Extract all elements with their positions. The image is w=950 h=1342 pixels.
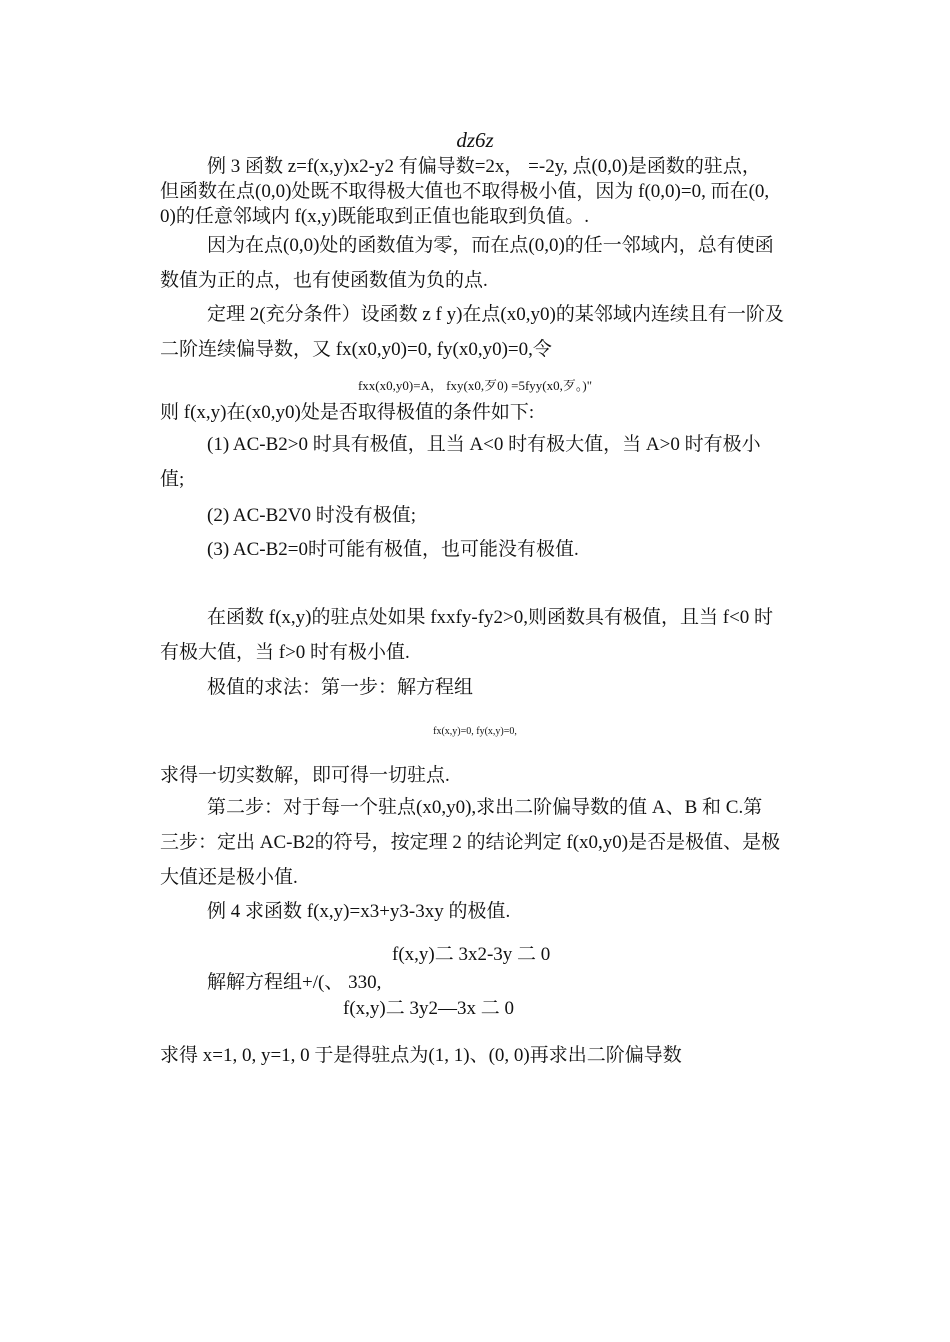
page-header: dz6z — [456, 128, 494, 152]
text-line: 解解方程组+/(、 330, — [207, 972, 382, 993]
text-line: 则 f(x,y)在(x0,y0)处是否取得极值的条件如下: — [160, 402, 535, 423]
equation-line: f(x,y)二 3x2-3y 二 0 — [392, 944, 551, 965]
text-line: 求得 x=1, 0, y=1, 0 于是得驻点为(1, 1)、(0, 0)再求出二阶偏导数 — [160, 1045, 682, 1066]
formula-line: fxx(x0,y0)=A， fxy(x0,歹0) =5fyy(x0,歹。)" — [357, 378, 593, 393]
condition-item: (2) AC-B2V0 时没有极值; — [207, 505, 417, 526]
text-line: 数值为正的点，也有使函数值为负的点. — [160, 270, 488, 291]
text-line: 0)的任意邻域内 f(x,y)既能取到正值也能取到负值。. — [160, 206, 590, 227]
text-line: 三步：定出 AC-B2的符号，按定理 2 的结论判定 f(x0,y0)是否是极值、是极 — [160, 832, 781, 853]
text-line: 有极大值，当 f>0 时有极小值. — [160, 642, 410, 663]
equation-line: f(x,y)二 3y2—3x 二 0 — [343, 998, 514, 1019]
theorem-line: 定理 2(充分条件）设函数 z f y)在点(x0,y0)的某邻域内连续且有一阶及 — [207, 304, 784, 325]
text-line: 例 3 函数 z=f(x,y)x2-y2 有偏导数=2x， =-2y, 点(0,0)是函数的驻点， — [207, 156, 761, 177]
text-line: 在函数 f(x,y)的驻点处如果 fxxfy-fy2>0,则函数具有极值，且当 f<0 时 — [207, 607, 774, 628]
text-line: 极值的求法：第一步：解方程组 — [207, 677, 474, 698]
formula-line: fx(x,y)=0, fy(x,y)=0, — [433, 726, 517, 737]
text-line: 求得一切实数解，即可得一切驻点. — [160, 765, 450, 786]
condition-item: (1) AC-B2>0 时具有极值，且当 A<0 时有极大值，当 A>0 时有极小 — [207, 434, 761, 455]
text-line: 值; — [160, 469, 185, 490]
text-line: 第二步：对于每一个驻点(x0,y0),求出二阶偏导数的值 A、B 和 C.第 — [207, 797, 763, 818]
text-line: 大值还是极小值. — [160, 867, 298, 888]
condition-item: (3) AC-B2=0时可能有极值，也可能没有极值. — [207, 539, 579, 560]
text-line: 因为在点(0,0)处的函数值为零，而在点(0,0)的任一邻域内，总有使函 — [207, 235, 774, 256]
text-line: 但函数在点(0,0)处既不取得极大值也不取得极小值，因为 f(0,0)=0, 而在(0, — [160, 181, 770, 202]
text-line: 二阶连续偏导数，又 fx(x0,y0)=0, fy(x0,y0)=0,令 — [160, 339, 552, 360]
example-line: 例 4 求函数 f(x,y)=x3+y3-3xy 的极值. — [207, 901, 511, 922]
